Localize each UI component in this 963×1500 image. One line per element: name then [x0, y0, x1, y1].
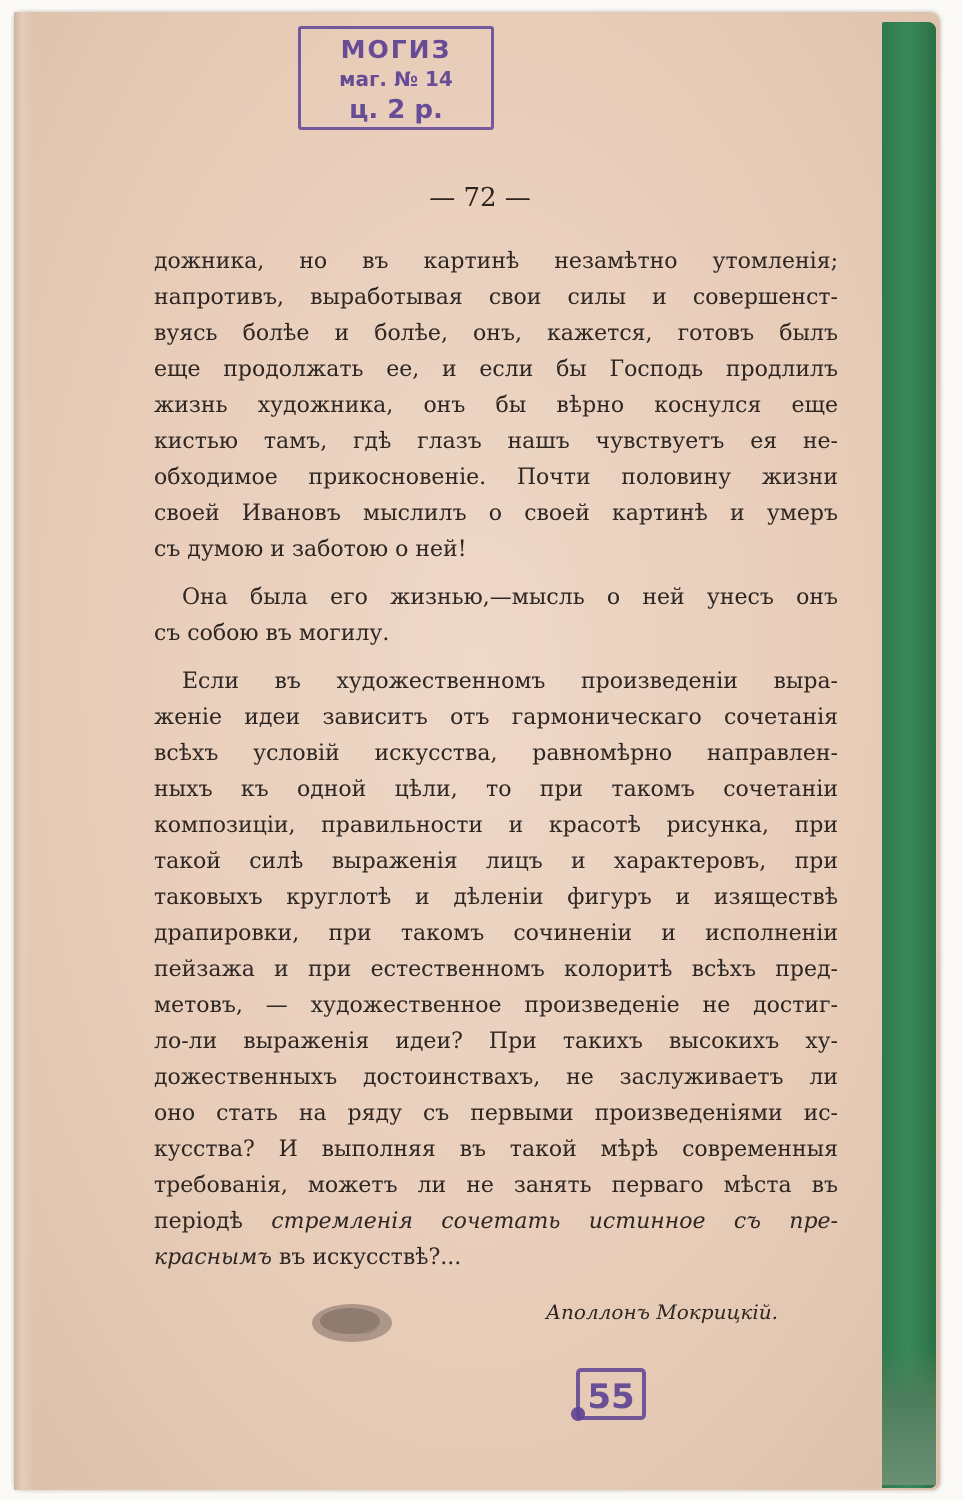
text-line: оно стать на ряду съ первыми произведеніями ис- — [154, 1101, 838, 1126]
text-line: вуясь болѣе и болѣе, онъ, кажется, готовъ былъ — [154, 321, 838, 346]
text-line: кусства? И выполняя въ такой мѣрѣ современныя — [154, 1137, 838, 1162]
page-number: — 72 — — [429, 183, 531, 213]
text-line: таковыхъ круглотѣ и дѣленіи фигуръ и изяществѣ — [154, 885, 838, 910]
text-line: своей Ивановъ мыслилъ о своей картинѣ и умеръ — [154, 501, 838, 526]
text-line: пейзажа и при естественномъ колоритѣ всѣхъ пред- — [154, 957, 838, 982]
library-stamp — [298, 26, 494, 130]
text-line: жизнь художника, онъ бы вѣрно коснулся еще — [154, 393, 838, 418]
text-line: метовъ, — художественное произведеніе не достиг- — [154, 993, 838, 1018]
text-line: еще продолжать ее, и если бы Господь продлилъ — [154, 357, 838, 382]
text-line: всѣхъ условій искусства, равномѣрно направлен- — [154, 741, 838, 766]
text-line-mixed — [154, 1240, 838, 1276]
paper-edge — [14, 12, 34, 1490]
text-line: Она была его жизнью,—мысль о ней унесъ онъ — [182, 585, 838, 610]
spine-wear — [882, 1345, 936, 1485]
text-line: обходимое прикосновеніе. Почти половину жизни — [154, 465, 838, 490]
text-line: такой силѣ выраженія лицъ и характеровъ, при — [154, 849, 838, 874]
text-line: ныхъ къ одной цѣли, то при такомъ сочетаніи — [154, 777, 838, 802]
stamp-line-2: маг. № 14 — [339, 67, 453, 91]
green-spine — [882, 22, 936, 1488]
text-plain: періодѣ — [154, 1209, 243, 1234]
text-line: дожественныхъ достоинствахъ, не заслуживаетъ ли — [154, 1065, 838, 1090]
text-line: кистью тамъ, гдѣ глазъ нашъ чувствуетъ ея не- — [154, 429, 838, 454]
text-plain: въ искусствѣ?... — [278, 1245, 462, 1270]
text-line: съ собою въ могилу. — [154, 621, 390, 646]
text-italic: стремленія сочетать истинное съ пре- — [271, 1209, 838, 1234]
text-line: напротивъ, выработывая свои силы и совершенст- — [154, 285, 838, 310]
text-line: Если въ художественномъ произведеніи выра- — [182, 669, 838, 694]
stamp-line-1: МОГИЗ — [340, 35, 452, 64]
text-line: требованія, можетъ ли не занять перваго мѣста въ — [154, 1173, 838, 1198]
stamp-line-3: ц. 2 р. — [349, 95, 443, 125]
text-line: драпировки, при такомъ сочиненіи и исполненіи — [154, 921, 838, 946]
text-line: съ думою и заботою о ней! — [154, 537, 467, 562]
ink-blot — [306, 1296, 398, 1348]
inventory-stamp-number: 55 — [587, 1377, 635, 1417]
author-signature: Аполлонъ Мокрицкій. — [545, 1300, 778, 1324]
text-line: женіе идеи зависитъ отъ гармоническаго сочетанія — [154, 705, 838, 730]
text-line: ло-ли выраженія идеи? При такихъ высокихъ ху- — [154, 1029, 838, 1054]
text-line-mixed — [154, 1204, 838, 1240]
text-line: дожника, но въ картинѣ незамѣтно утомленія; — [154, 249, 838, 274]
text-line: композиціи, правильности и красотѣ рисунка, при — [154, 813, 838, 838]
text-italic: краснымъ — [154, 1245, 272, 1270]
inventory-stamp — [566, 1364, 650, 1428]
